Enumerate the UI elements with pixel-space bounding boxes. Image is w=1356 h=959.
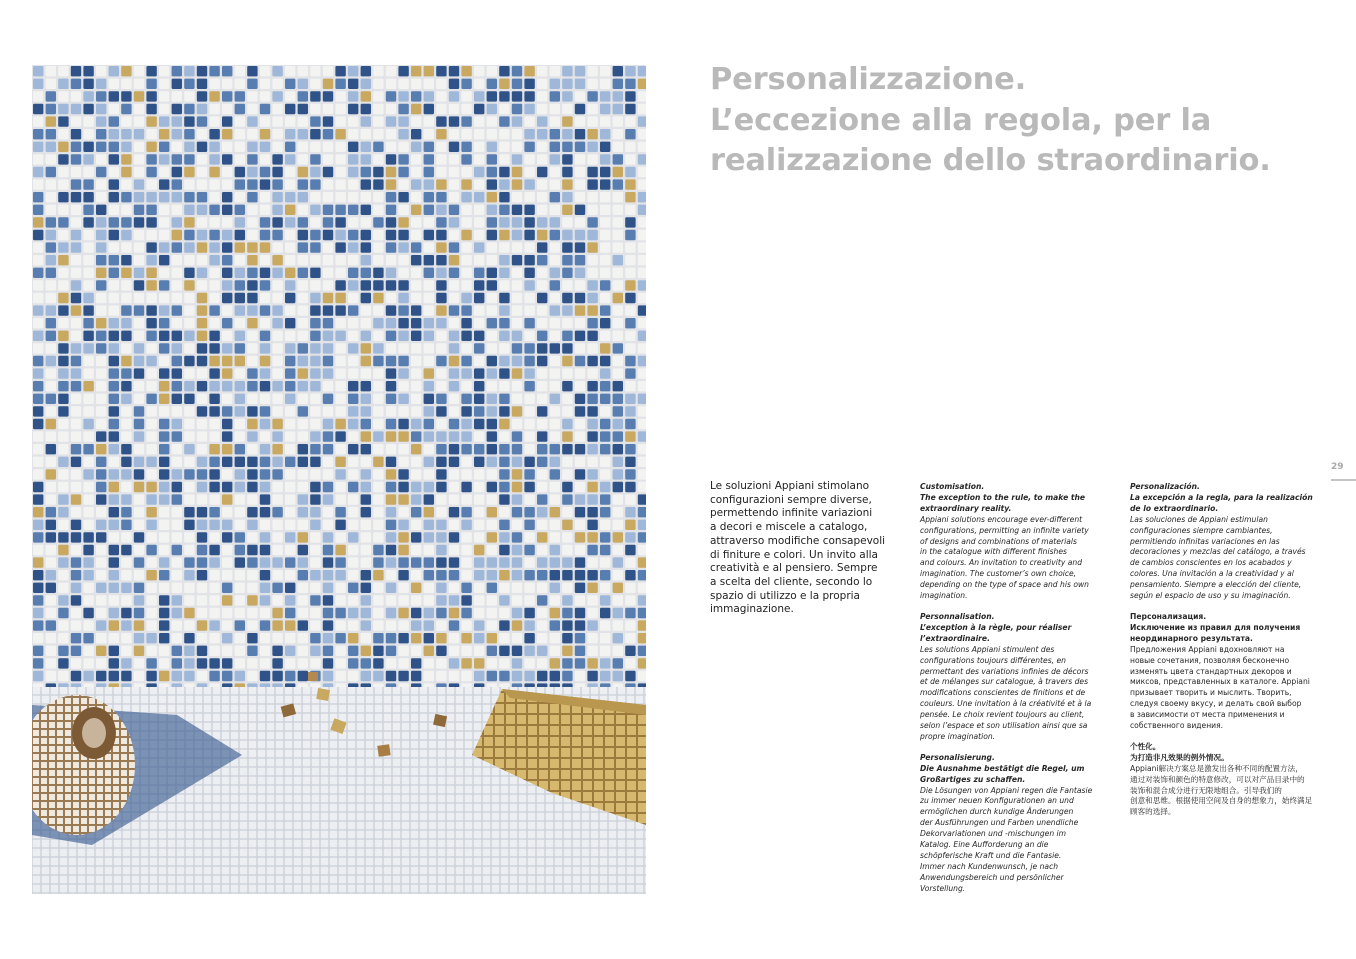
translation-body-line: Dekorvariationen und -mischungen im xyxy=(920,829,1067,839)
translation-heading-line: Customisation. xyxy=(920,482,985,491)
page-number: 29 xyxy=(1331,462,1344,472)
translation-block-ru xyxy=(1130,612,1335,732)
translation-body-line: Предложения Appiani вдохновляют на xyxy=(1130,644,1285,654)
translation-body-line: in the catalogue with different finishes xyxy=(920,547,1067,557)
headline-line: L’eccezione alla regola, per la xyxy=(710,102,1212,138)
page-headline xyxy=(710,60,1330,182)
intro-line: attraverso modifiche consapevoli xyxy=(710,534,886,547)
translation-heading-line: Personnalisation. xyxy=(920,611,995,621)
translation-heading-line: Исключение из правил для получения xyxy=(1130,622,1301,632)
headline-line: Personalizzazione. xyxy=(710,62,1027,97)
intro-line: permettendo infinite variazioni xyxy=(710,507,873,520)
translation-body-line: colores. Una invitación a la creatividad y al xyxy=(1130,569,1294,579)
translation-body-line: schöpferische Kraft und die Fantasie. xyxy=(920,851,1062,860)
translation-column-left xyxy=(920,482,1125,905)
translation-body-line: and colours. An invitation to creativity and xyxy=(920,558,1083,568)
translation-body-line: 创意和思维。根据使用空间及自身的想象力，始终满足 xyxy=(1130,796,1313,806)
mosaic-tile-photo xyxy=(32,65,646,894)
translation-body-line: et de mélanges sur catalogue, à travers des xyxy=(920,677,1089,687)
translation-body-line: según el espacio de uso y su imaginación. xyxy=(1130,591,1291,601)
translation-heading-line: 个性化。 xyxy=(1130,741,1161,751)
translation-body-line: 顾客的选择。 xyxy=(1130,807,1176,817)
translation-body-line: permettant des variations infinies de décors xyxy=(920,666,1089,676)
translation-heading-line: Personalización. xyxy=(1130,482,1200,491)
translation-block-es xyxy=(1130,482,1335,602)
translation-heading-line: l’extraordinaire. xyxy=(920,633,990,643)
headline-line: realizzazione dello straordinario. xyxy=(710,143,1271,178)
translation-block-en xyxy=(920,482,1125,602)
translation-body-line: следуя своему вкусу, и делать свой выбор xyxy=(1130,699,1302,709)
translation-heading-line: Personalisierung. xyxy=(920,752,995,762)
translation-body-line: призывает творить и мыслить. Творить, xyxy=(1130,688,1292,698)
translation-body-line: Immer nach Kundenwunsch, je nach xyxy=(920,861,1059,871)
translation-body-line: Appiani解决方案总是激发出各种不同的配置方法， xyxy=(1130,763,1303,773)
intro-line: Le soluzioni Appiani stimolano xyxy=(710,480,870,492)
translation-body-line: de cambios conscientes en los acabados y xyxy=(1130,558,1292,568)
translation-body-line: configurations toujours différentes, en xyxy=(920,655,1066,665)
intro-paragraph-it xyxy=(710,480,900,617)
translation-block-fr xyxy=(920,612,1125,743)
translation-body-line: configurations, permitting an infinite variety xyxy=(920,525,1089,535)
translation-column-right xyxy=(1130,482,1335,828)
translation-heading-line: The exception to the rule, to make the xyxy=(920,492,1086,502)
translation-heading-line: L’exception à la règle, pour réaliser xyxy=(920,622,1072,632)
translation-body-line: миксов, представленных в каталоге. Appiani xyxy=(1130,677,1310,687)
translation-heading-line: неординарного результата. xyxy=(1130,633,1253,643)
translation-body-line: 通过对装饰和颜色的特意修改，可以对产品目录中的 xyxy=(1130,774,1305,784)
translation-body-line: новые сочетания, позволяя бесконечно xyxy=(1130,655,1290,665)
translation-body-line: decoraciones y mezclas del catálogo, a través xyxy=(1130,547,1306,557)
translation-body-line: изменять цвета стандартных декоров и xyxy=(1130,666,1292,676)
intro-line: creatività e al pensiero. Sempre xyxy=(710,562,878,575)
translation-body-line: imagination. xyxy=(920,591,968,601)
translation-body-line: Die Lösungen von Appiani regen die Fantasie xyxy=(920,785,1093,795)
translation-body-line: ermöglichen durch kundige Änderungen xyxy=(920,807,1074,817)
translation-heading-line: La excepción a la regla, para la realización xyxy=(1130,492,1313,502)
translation-body-line: selon l’espace et son utilisation ainsi que sa xyxy=(920,721,1088,731)
translation-heading-line: 为打造非凡效果的例外情况。 xyxy=(1130,752,1229,762)
mosaic-tile-photo-graphic xyxy=(32,65,646,894)
intro-line: configurazioni sempre diverse, xyxy=(710,493,872,506)
page-number-rule xyxy=(1331,479,1356,481)
translation-heading-line: Großartiges zu schaffen. xyxy=(920,774,1026,784)
translation-body-line: of designs and combinations of materials xyxy=(920,536,1077,546)
intro-line: a scelta del cliente, secondo lo xyxy=(710,575,873,588)
translation-block-zh xyxy=(1130,742,1335,818)
translation-heading-line: extraordinary reality. xyxy=(920,503,1012,513)
translation-body-line: pensée. Le choix revient toujours au client, xyxy=(920,710,1085,720)
intro-line: a decori e miscele a catalogo, xyxy=(710,521,868,534)
translation-body-line: zu immer neuen Konfigurationen an und xyxy=(920,796,1074,806)
translation-body-line: pensamiento. Siempre a elección del cliente, xyxy=(1130,580,1302,590)
translation-body-line: Anwendungsbereich und persönlicher xyxy=(920,872,1064,882)
translation-body-line: Appiani solutions encourage ever-different xyxy=(920,514,1083,524)
translation-body-line: Las soluciones de Appiani estimulan xyxy=(1130,514,1268,524)
translation-body-line: Katalog. Eine Aufforderung an die xyxy=(920,840,1049,850)
translation-body-line: Les solutions Appiani stimulent des xyxy=(920,644,1055,654)
translation-body-line: в зависимости от места применения и xyxy=(1130,710,1285,720)
intro-line: di finiture e colori. Un invito alla xyxy=(710,548,878,561)
translation-body-line: Vorstellung. xyxy=(920,883,966,893)
translation-heading-line: de lo extraordinario. xyxy=(1130,503,1219,513)
translation-heading-line: Персонализация. xyxy=(1130,611,1207,621)
translation-body-line: 装饰和混合成分进行无限地组合。引导我们的 xyxy=(1130,785,1282,795)
translation-body-line: permitiendo infinitas variaciones en las xyxy=(1130,536,1280,546)
translation-body-line: modifications conscientes de finitions et de xyxy=(920,688,1086,698)
translation-body-line: depending on the type of space and his own xyxy=(920,580,1089,590)
translation-body-line: couleurs. Une invitation à la créativité et à la xyxy=(920,699,1092,709)
translation-body-line: der Ausführungen und Farben unendliche xyxy=(920,818,1079,828)
intro-line: spazio di utilizzo e la propria xyxy=(710,589,860,602)
translation-heading-line: Die Ausnahme bestätigt die Regel, um xyxy=(920,763,1085,773)
translation-body-line: собственного видения. xyxy=(1130,721,1224,731)
translation-body-line: propre imagination. xyxy=(920,731,996,741)
intro-line: immaginazione. xyxy=(710,603,794,616)
translation-block-de xyxy=(920,753,1125,895)
translation-body-line: imagination. The customer’s own choice, xyxy=(920,569,1077,579)
translation-body-line: configuraciones siempre cambiantes, xyxy=(1130,525,1273,535)
